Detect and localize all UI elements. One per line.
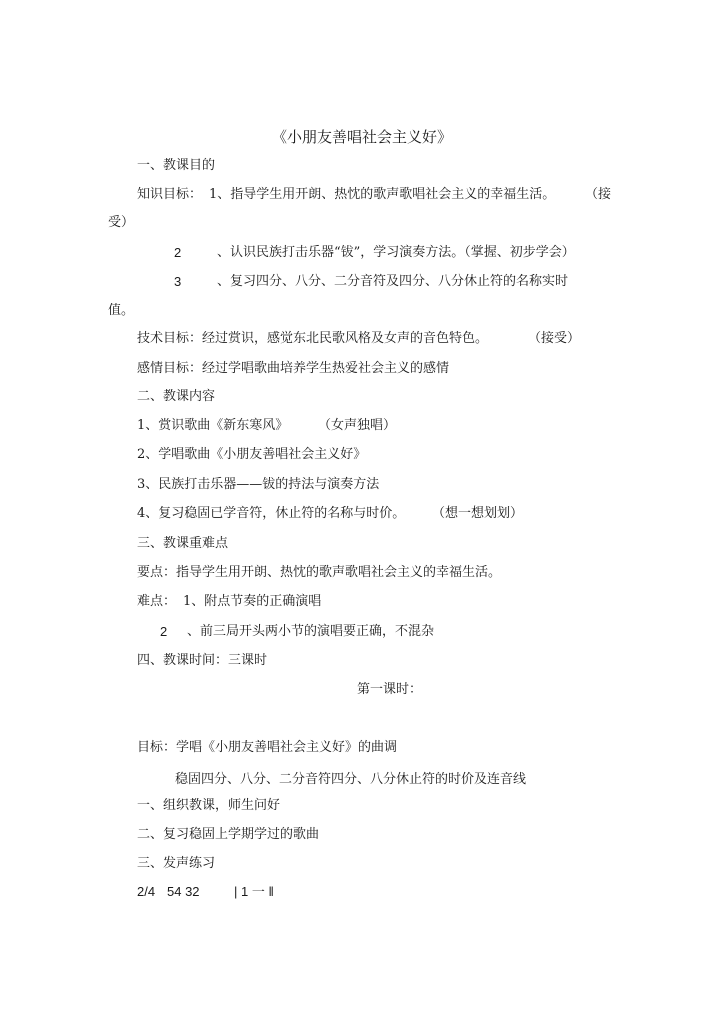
knowledge-goal-1-tag-cont: 受）: [108, 215, 135, 230]
knowledge-goal-3: 、复习四分、八分、二分音符及四分、八分休止符的名称实时: [217, 274, 569, 289]
section-heading-key-points: 三、教课重难点: [137, 536, 229, 551]
lesson-step-1: 一、组织教课，师生问好: [137, 798, 281, 813]
section-heading-objectives: 一、教课目的: [137, 158, 216, 173]
content-item-2: 2、学唱歌曲《小朋友善唱社会主义好》: [137, 447, 367, 462]
difficulty-1: 1、附点节奏的正确演唱: [183, 594, 322, 609]
content-item-3: 3、民族打击乐器——钹的持法与演奏方法: [137, 477, 380, 492]
technique-goal: 技术目标：经过赏识，感觉东北民歌风格及女声的音色特色。: [137, 331, 489, 346]
exercise-meter: 2/4: [137, 884, 156, 899]
key-point: 要点：指导学生用开朗、热忱的歌声歌唱社会主义的幸福生活。: [137, 565, 502, 580]
knowledge-goal-2-number: 2: [174, 245, 182, 260]
lesson-1-goal: 目标：学唱《小朋友善唱社会主义好》的曲调: [137, 740, 398, 755]
content-item-1-tag: （女声独唱）: [318, 418, 397, 433]
knowledge-goal-3-number: 3: [174, 274, 182, 289]
exercise-notes: 54 32: [167, 884, 200, 899]
knowledge-goal-2: 、认识民族打击乐器“钹”，学习演奏方法。（掌握、初步学会）: [217, 245, 575, 260]
technique-goal-tag: （接受）: [528, 331, 581, 346]
lesson-step-3: 三、发声练习: [137, 856, 216, 871]
content-item-4: 4、复习稳固已学音符，休止符的名称与时价。: [137, 506, 406, 521]
content-item-1: 1、赏识歌曲《新东寒风》: [137, 418, 289, 433]
lesson-1-heading: 第一课时：: [357, 682, 423, 697]
knowledge-goal-label: 知识目标：: [137, 187, 203, 202]
lesson-step-2: 二、复习稳固上学期学过的歌曲: [137, 827, 320, 842]
lesson-1-goal-2: 稳固四分、八分、二分音符四分、八分休止符的时价及连音线: [175, 772, 527, 787]
exercise-bar: | 1 一 ‖: [234, 884, 274, 899]
section-heading-content: 二、教课内容: [137, 389, 216, 404]
difficulty-label: 难点：: [137, 594, 177, 609]
document-title: 《小朋友善唱社会主义好》: [272, 128, 453, 146]
knowledge-goal-1-tag: （接: [585, 187, 612, 202]
knowledge-goal-3-cont: 值。: [108, 303, 135, 318]
content-item-4-tag: （想一想划划）: [432, 506, 524, 521]
knowledge-goal-1: 1、指导学生用开朗、热忱的歌声歌唱社会主义的幸福生活。: [209, 187, 556, 202]
section-heading-time: 四、教课时间：三课时: [137, 653, 268, 668]
difficulty-2-number: 2: [160, 624, 168, 639]
difficulty-2: 、前三局开头两小节的演唱要正确，不混杂: [187, 624, 435, 639]
emotion-goal: 感情目标：经过学唱歌曲培养学生热爱社会主义的感情: [137, 361, 450, 376]
